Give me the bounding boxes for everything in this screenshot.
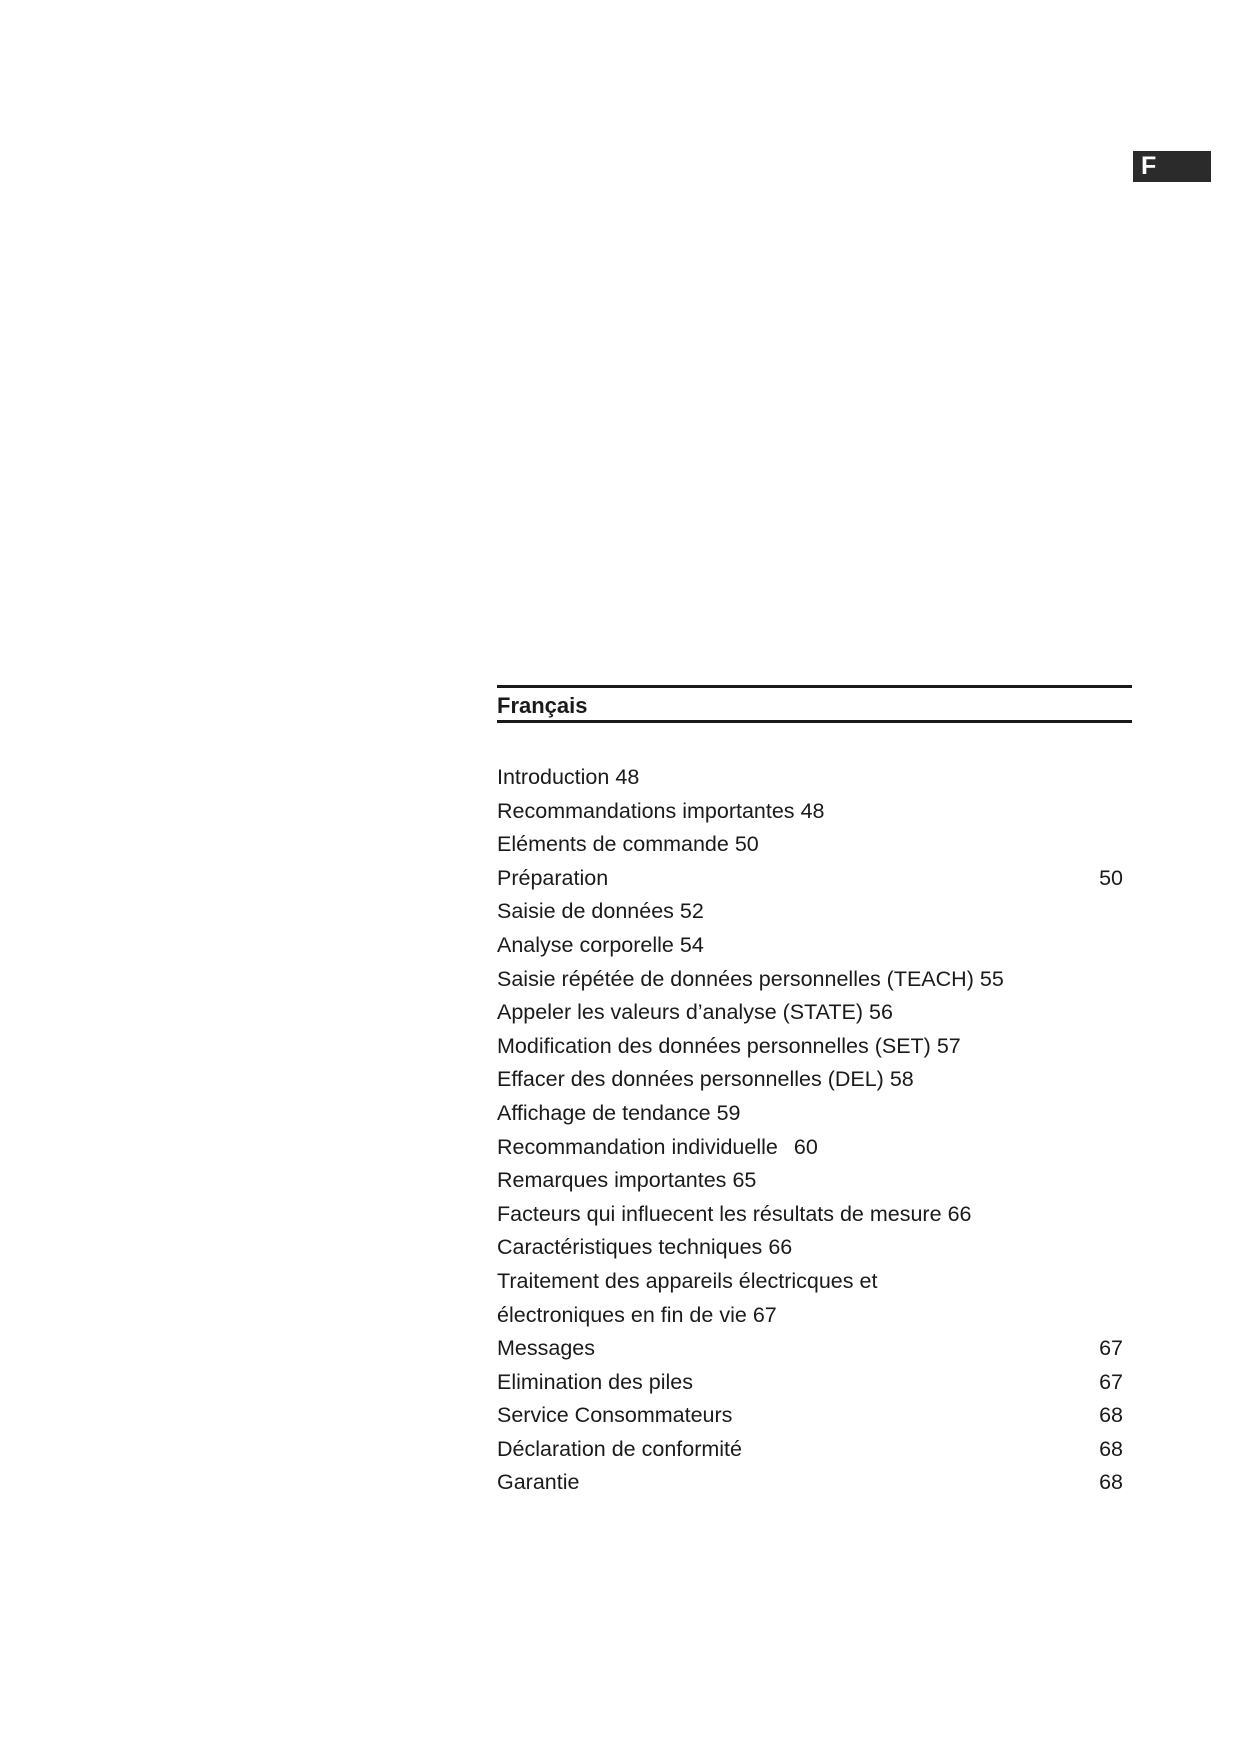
toc-entry[interactable] (497, 1030, 1132, 1064)
toc-entry-label: Introduction (497, 765, 610, 789)
toc-entry-page: 67 (1099, 1369, 1123, 1394)
toc-entry[interactable] (497, 1097, 1132, 1131)
toc-entry[interactable] (497, 996, 1132, 1030)
toc-entry[interactable] (497, 862, 1132, 896)
toc-entry-page: 58 (889, 1067, 914, 1092)
toc-entry[interactable] (497, 1366, 1132, 1400)
toc-entry-label: électroniques en fin de vie (497, 1302, 747, 1327)
toc-entry-page: 68 (1099, 1436, 1123, 1461)
toc-entry[interactable] (497, 1433, 1132, 1467)
toc-entry-label: Eléments de commande (497, 832, 729, 857)
toc-entry-label: Saisie de données (497, 899, 674, 924)
toc-entry[interactable] (497, 895, 1132, 929)
toc-entry-page: 59 (716, 1100, 741, 1125)
toc-entry[interactable] (497, 1265, 1132, 1299)
toc-entry-page: 56 (869, 1000, 893, 1025)
toc-entry[interactable] (497, 828, 1132, 862)
toc-entry-page: 50 (734, 832, 759, 857)
toc-entry-label: Affichage de tendance (497, 1100, 711, 1125)
toc-entry-label: Garantie (497, 1470, 580, 1495)
toc-entry[interactable] (497, 1198, 1132, 1232)
bottom-rule (497, 720, 1132, 723)
toc-entry[interactable] (497, 1299, 1132, 1333)
toc-entry-page: 67 (1099, 1336, 1123, 1361)
toc-entry[interactable] (497, 761, 1132, 795)
toc-entry-label: Modification des données personnelles (SET) (497, 1033, 931, 1058)
toc-entry-label: Saisie répétée de données personnelles (TEACH) (497, 966, 974, 991)
toc-entry-label: Caractéristiques techniques (497, 1235, 763, 1260)
toc-entry-page: 48 (615, 765, 640, 789)
toc-title: Français (497, 693, 588, 718)
toc-entry-page: 60 (793, 1134, 818, 1159)
toc-entry-label: Déclaration de conformité (497, 1436, 742, 1461)
toc-entry[interactable] (497, 1466, 1132, 1500)
toc-entry-label: Remarques importantes (497, 1168, 727, 1193)
toc-entry-page: 66 (947, 1201, 972, 1226)
toc-entry[interactable] (497, 1399, 1132, 1433)
toc-entry[interactable] (497, 1131, 1132, 1165)
toc-entry-page: 52 (679, 899, 704, 924)
toc-entry-page: 55 (979, 966, 1004, 991)
toc-entry-page: 48 (800, 798, 825, 823)
toc-entries (497, 761, 1132, 1500)
toc-entry[interactable] (497, 929, 1132, 963)
toc-entry-page: 66 (768, 1235, 793, 1260)
toc-entry[interactable] (497, 795, 1132, 829)
language-tab: F (1133, 151, 1211, 182)
toc-entry-label: Recommandations importantes (497, 798, 795, 823)
toc-entry-label: Appeler les valeurs d’analyse (STATE) (497, 1000, 864, 1025)
toc-entry-page: 65 (732, 1168, 757, 1193)
toc-entry-label: Traitement des appareils électricques et (497, 1268, 878, 1293)
toc-entry-page: 50 (1099, 865, 1123, 890)
toc-entry-label: Analyse corporelle (497, 932, 674, 957)
toc-entry-label: Effacer des données personnelles (DEL) (497, 1067, 884, 1092)
toc-entry-label: Facteurs qui influecent les résultats de mesure (497, 1201, 942, 1226)
toc-entry[interactable] (497, 1332, 1132, 1366)
toc-entry[interactable] (497, 1063, 1132, 1097)
toc-entry[interactable] (497, 1231, 1132, 1265)
toc-entry-label: Recommandation individuelle (497, 1134, 778, 1159)
toc-entry-page: 67 (752, 1302, 777, 1327)
toc-entry-page: 57 (936, 1033, 961, 1058)
toc-entry-label: Messages (497, 1336, 595, 1361)
toc-entry-label: Service Consommateurs (497, 1403, 733, 1428)
toc-entry-page: 68 (1099, 1470, 1123, 1495)
toc-entry-label: Préparation (497, 865, 609, 890)
table-of-contents (497, 685, 1132, 1516)
toc-entry-page: 54 (679, 932, 704, 957)
toc-entry-page: 68 (1099, 1403, 1123, 1428)
toc-entry[interactable] (497, 963, 1132, 997)
toc-entry-label: Elimination des piles (497, 1369, 693, 1394)
toc-entry[interactable] (497, 1164, 1132, 1198)
